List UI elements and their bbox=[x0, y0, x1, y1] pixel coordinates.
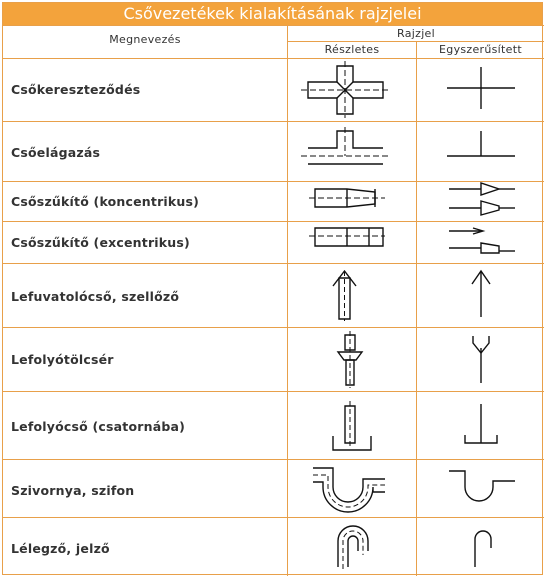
row-label-concentric-reducer: Csőszűkítő (koncentrikus) bbox=[11, 194, 200, 209]
row-label-siphon: Szivornya, szifon bbox=[11, 483, 135, 498]
pipe-branch-detailed-icon bbox=[301, 127, 389, 164]
pipe-branch-simple-icon bbox=[447, 131, 515, 156]
drain-pipe-detailed-icon bbox=[333, 401, 371, 450]
vent-pipe-simple-icon bbox=[472, 271, 490, 317]
row-label-pipe-branch: Csőelágazás bbox=[11, 145, 101, 160]
eccentric-reducer-detailed-icon bbox=[309, 228, 385, 246]
row-label-drain-funnel: Lefolyótölcsér bbox=[11, 352, 114, 367]
table-title: Csővezetékek kialakításának rajzjelei bbox=[3, 3, 542, 25]
concentric-reducer-detailed-icon bbox=[309, 189, 385, 207]
row-label-breather: Lélegző, jelző bbox=[11, 541, 110, 556]
symbols-layer bbox=[3, 3, 544, 576]
drain-funnel-detailed-icon bbox=[338, 331, 362, 388]
eccentric-reducer-simple-icon bbox=[449, 228, 515, 253]
drain-funnel-simple-icon bbox=[473, 336, 489, 383]
concentric-reducer-simple-icon bbox=[449, 183, 515, 215]
siphon-detailed-icon bbox=[313, 468, 385, 512]
header-name-column: Megnevezés bbox=[109, 33, 181, 46]
symbol-table bbox=[2, 2, 543, 575]
header-symbol-group: Rajzjel bbox=[397, 27, 435, 40]
header-detailed: Részletes bbox=[324, 43, 380, 56]
siphon-simple-icon bbox=[449, 471, 515, 501]
row-label-eccentric-reducer: Csőszűkítő (excentrikus) bbox=[11, 235, 190, 250]
pipe-crossing-simple-icon bbox=[447, 67, 515, 109]
drain-pipe-simple-icon bbox=[465, 404, 497, 443]
row-label-drain-pipe: Lefolyócső (csatornába) bbox=[11, 419, 186, 434]
row-label-vent-pipe: Lefuvatolócső, szellőző bbox=[11, 289, 180, 304]
vent-pipe-detailed-icon bbox=[333, 271, 356, 321]
row-label-pipe-crossing: Csőkereszteződés bbox=[11, 82, 141, 97]
header-simplified: Egyszerűsített bbox=[439, 43, 522, 56]
breather-simple-icon bbox=[475, 531, 491, 567]
pipe-crossing-detailed-icon bbox=[301, 61, 389, 118]
breather-detailed-icon bbox=[338, 526, 368, 569]
